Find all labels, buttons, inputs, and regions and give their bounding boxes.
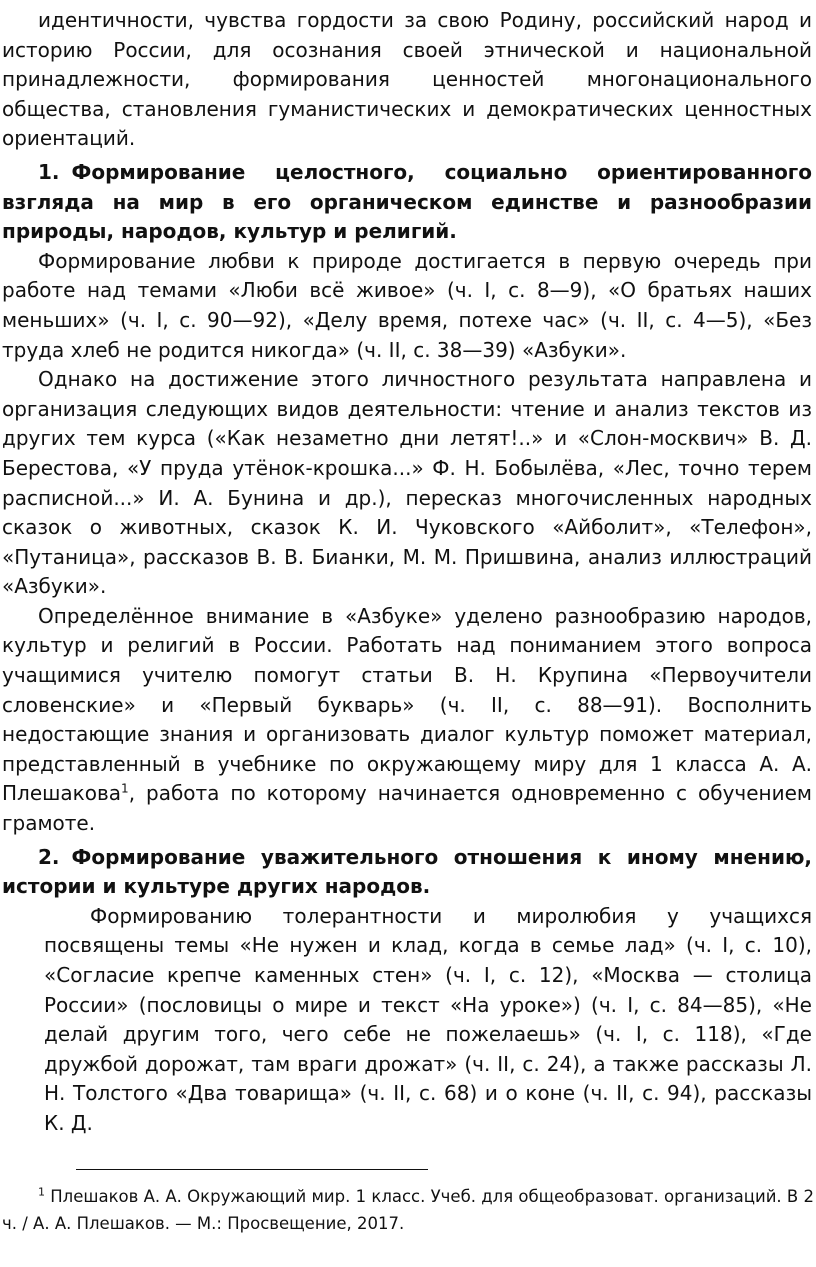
section-heading-2-text: Формирование уважительного отношения к иному мнению, истории и культуре других народов. <box>2 844 812 899</box>
paragraph-diversity-text: Определённое внимание в «Азбуке» уделено разнообразию народов, культур и религий в России. Работать над пониманием этого вопроса учащимися учителю помогут статьи В. Н. Крупина «Первоучители словенские» и «Первый букварь» (ч. II, с. 88—91). Восполнить недостающие знания и организовать диалог культур поможет материал, представленный в учебнике по окружающему миру для 1 класса А. А. Плешакова <box>2 603 812 806</box>
footnote <box>2 1183 814 1237</box>
section-heading-2 <box>2 843 812 902</box>
paragraph-activities: Однако на достижение этого личностного результата направлена и организация следующих видов деятельности: чтение и анализ текстов из других тем курса («Как незаметно дни летят!..» и «Слон-москвич» В. Д. Берестова, «У пруда утёнок-крошка...» Ф. Н. Бобылёва, «Лес, точно терем расписной...» И. А. Бунина и др.), пересказ многочисленных народных сказок о животных, сказок К. И. Чуковского «Айболит», «Телефон», «Путаница», рассказов В. В. Бианки, М. М. Пришвина, анализ иллюстраций «Азбуки». <box>2 367 812 599</box>
paragraph-tolerance: Формированию толерантности и миролюбия у учащихся посвящены темы «Не нужен и клад, когда в семье лад» (ч. I, с. 10), «Согласие крепче каменных стен» (ч. I, с. 12), «Москва — столица России» (пословицы о мире и текст «На уроке») (ч. I, с. 84—85), «Не делай другим того, чего себе не пожелаешь» (ч. I, с. 118), «Где дружбой дорожат, там враги дрожат» (ч. II, с. 24), а также рассказы Л. Н. Толстого «Два товарища» (ч. II, с. 68) и о коне (ч. II, с. 94), рассказы К. Д. <box>44 903 812 1135</box>
paragraph-diversity-text-end: , работа по которому начинается одновременно с обучением грамоте. <box>2 781 812 836</box>
footnote-separator <box>76 1169 428 1170</box>
footnote-marker: 1 <box>38 1185 45 1199</box>
section-heading-1-text: Формирование целостного, социально ориентированного взгляда на мир в его органическом единстве и разнообразии природы, народов, культур и религий. <box>2 159 812 244</box>
footnote-text: Плешаков А. А. Окружающий мир. 1 класс. Учеб. для общеобразоват. организаций. В 2 ч. / А. А. Плешаков. — М.: Просвещение, 2017. <box>2 1187 814 1233</box>
section-heading-2-number: 2. <box>38 844 60 869</box>
section-heading-1 <box>2 158 812 247</box>
section-heading-1-number: 1. <box>38 159 60 184</box>
footnote-reference[interactable]: 1 <box>121 781 129 796</box>
paragraph-continuation: идентичности, чувства гордости за свою Родину, российский народ и историю России, для осознания своей этнической и национальной принадлежности, формирования ценностей многонационального общества, становления гуманистических и демократических ценностных ориентаций. <box>2 8 812 151</box>
paragraph-diversity <box>2 602 812 839</box>
paragraph-nature-love: Формирование любви к природе достигается в первую очередь при работе над темами «Люби всё живое» (ч. I, с. 8—9), «О братьях наших меньших» (ч. I, с. 90—92), «Делу время, потехе час» (ч. II, с. 4—5), «Без труда хлеб не родится никогда» (ч. II, с. 38—39) «Азбуки». <box>2 248 812 362</box>
